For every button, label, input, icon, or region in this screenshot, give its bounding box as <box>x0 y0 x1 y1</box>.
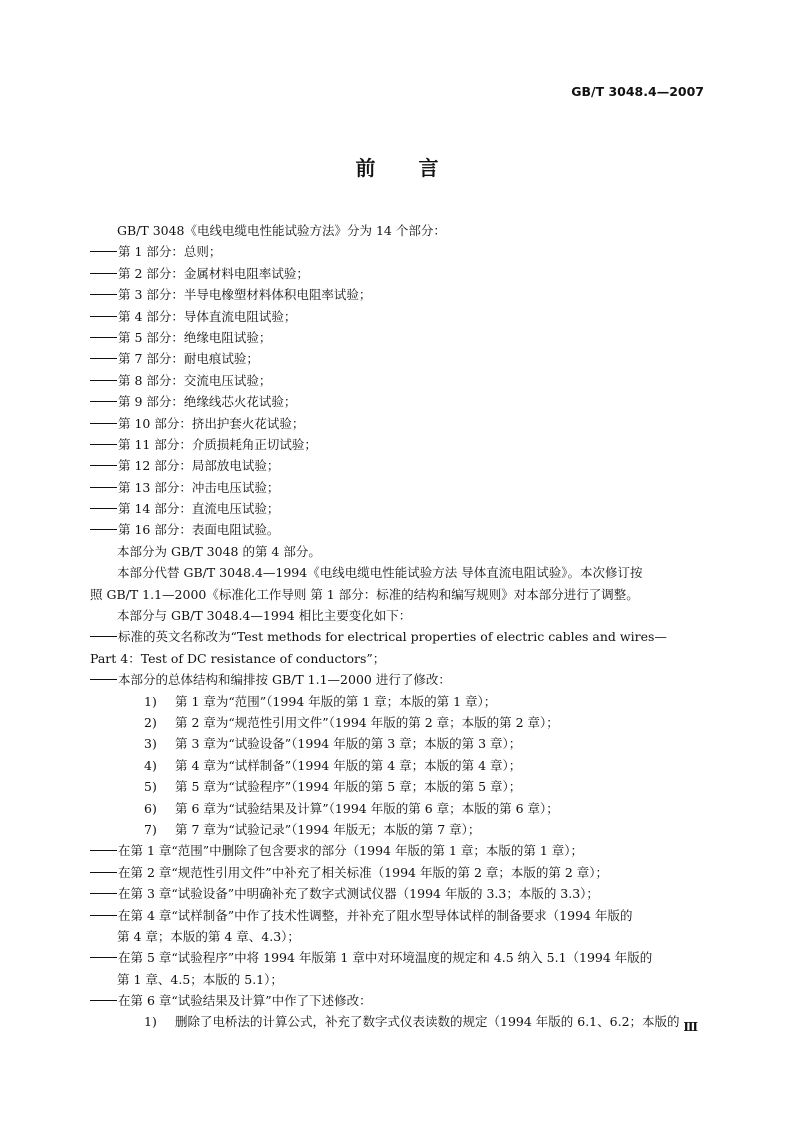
replace-paragraph-line-2: 照 GB/T 1.1—2000《标准化工作导则 第 1 部分：标准的结构和编写规则》对本部分进行了调整。 <box>90 586 639 602</box>
em-dash <box>90 273 117 274</box>
em-dash <box>90 380 117 381</box>
em-dash <box>90 850 117 851</box>
list-item: 在第 1 章“范围”中删除了包含要求的部分（1994 年版的第 1 章；本版的第 1 章）； <box>90 840 704 861</box>
em-dash <box>90 957 117 958</box>
sub-list-item: 5) 第 5 章为“试验程序”（1994 年版的第 5 章；本版的第 5 章）； <box>144 779 522 795</box>
list-item-continuation: 第 1 章、4.5；本版的 5.1）； <box>117 971 283 987</box>
list-item-continuation: 第 4 章；本版的第 4 章、4.3）； <box>117 928 300 944</box>
em-dash <box>90 401 117 402</box>
em-dash <box>90 358 117 359</box>
em-dash <box>90 1000 117 1001</box>
em-dash <box>90 529 117 530</box>
sub-list-item: 2) 第 2 章为“规范性引用文件”（1994 年版的第 2 章；本版的第 2 章）； <box>144 714 559 730</box>
em-dash <box>90 337 117 338</box>
list-item: 第 3 部分：半导电橡塑材料体积电阻率试验； <box>90 284 704 305</box>
em-dash <box>90 487 117 488</box>
standard-number: GB/T 3048.4—2007 <box>571 84 704 99</box>
em-dash <box>90 251 117 252</box>
em-dash <box>90 508 117 509</box>
em-dash <box>90 465 117 466</box>
changes-intro: 本部分与 GB/T 3048.4—1994 相比主要变化如下： <box>117 608 412 624</box>
preface-body <box>90 220 704 1033</box>
list-item: 在第 6 章“试验结果及计算”中作了下述修改： <box>90 990 704 1011</box>
intro-paragraph: GB/T 3048《电线电缆电性能试验方法》分为 14 个部分： <box>117 223 446 238</box>
list-item: 第 12 部分：局部放电试验； <box>90 455 704 476</box>
em-dash <box>90 294 117 295</box>
sub-list-item: 7) 第 7 章为“试验记录”（1994 年版无；本版的第 7 章）； <box>144 821 481 837</box>
em-dash <box>90 444 117 445</box>
list-item: 第 13 部分：冲击电压试验； <box>90 477 704 498</box>
sub-list-item: 1) 第 1 章为“范围”（1994 年版的第 1 章；本版的第 1 章）； <box>144 693 497 709</box>
em-dash <box>90 915 117 916</box>
em-dash <box>90 636 117 637</box>
list-item: 标准的英文名称改为“Test methods for electrical properties of electric cables and wires— <box>90 626 704 647</box>
list-item: 在第 3 章“试验设备”中明确补充了数字式测试仪器（1994 年版的 3.3；本版的 3.3）； <box>90 883 704 904</box>
list-item: 第 9 部分：绝缘线芯火花试验； <box>90 391 704 412</box>
replace-paragraph-line-1: 本部分代替 GB/T 3048.4—1994《电线电缆电性能试验方法 导体直流电阻试验》。本次修订按 <box>117 565 643 581</box>
em-dash <box>90 316 117 317</box>
list-item: 第 7 部分：耐电痕试验； <box>90 348 704 369</box>
list-item: 在第 4 章“试样制备”中作了技术性调整，并补充了阻水型导体试样的制备要求（1994 年版的 <box>90 905 704 926</box>
sub-list-item: 3) 第 3 章为“试验设备”（1994 年版的第 3 章；本版的第 3 章）； <box>144 736 522 752</box>
list-item: 第 8 部分：交流电压试验； <box>90 370 704 391</box>
list-item: 第 2 部分：金属材料电阻率试验； <box>90 263 704 284</box>
list-item: 第 10 部分：挤出护套火花试验； <box>90 413 704 434</box>
em-dash <box>90 423 117 424</box>
this-part-paragraph: 本部分为 GB/T 3048 的第 4 部分。 <box>117 543 321 559</box>
list-item: 第 14 部分：直流电压试验； <box>90 498 704 519</box>
list-item: 第 4 部分：导体直流电阻试验； <box>90 306 704 327</box>
sub-list-item: 1) 删除了电桥法的计算公式，补充了数字式仪表读数的规定（1994 年版的 6.1、6.2；本版的 <box>144 1014 680 1030</box>
sub-list-item: 6) 第 6 章为“试验结果及计算”（1994 年版的第 6 章；本版的第 6 章）； <box>144 800 559 816</box>
list-item: 第 5 部分：绝缘电阻试验； <box>90 327 704 348</box>
em-dash <box>90 679 117 680</box>
list-item: 第 16 部分：表面电阻试验。 <box>90 519 704 540</box>
list-item-continuation: Part 4：Test of DC resistance of conductors”； <box>90 650 386 666</box>
page-title: 前 言 <box>355 156 457 180</box>
sub-list-item: 4) 第 4 章为“试样制备”（1994 年版的第 4 章；本版的第 4 章）； <box>144 757 522 773</box>
list-item: 第 1 部分：总则； <box>90 241 704 262</box>
list-item: 在第 5 章“试验程序”中将 1994 年版第 1 章中对环境温度的规定和 4.5 纳入 5.1（1994 年版的 <box>90 947 704 968</box>
page-number: Ⅲ <box>683 1020 698 1034</box>
list-item: 本部分的总体结构和编排按 GB/T 1.1—2000 进行了修改： <box>90 669 704 690</box>
em-dash <box>90 893 117 894</box>
em-dash <box>90 872 117 873</box>
list-item: 第 11 部分：介质损耗角正切试验； <box>90 434 704 455</box>
list-item: 在第 2 章“规范性引用文件”中补充了相关标准（1994 年版的第 2 章；本版的第 2 章）； <box>90 862 704 883</box>
